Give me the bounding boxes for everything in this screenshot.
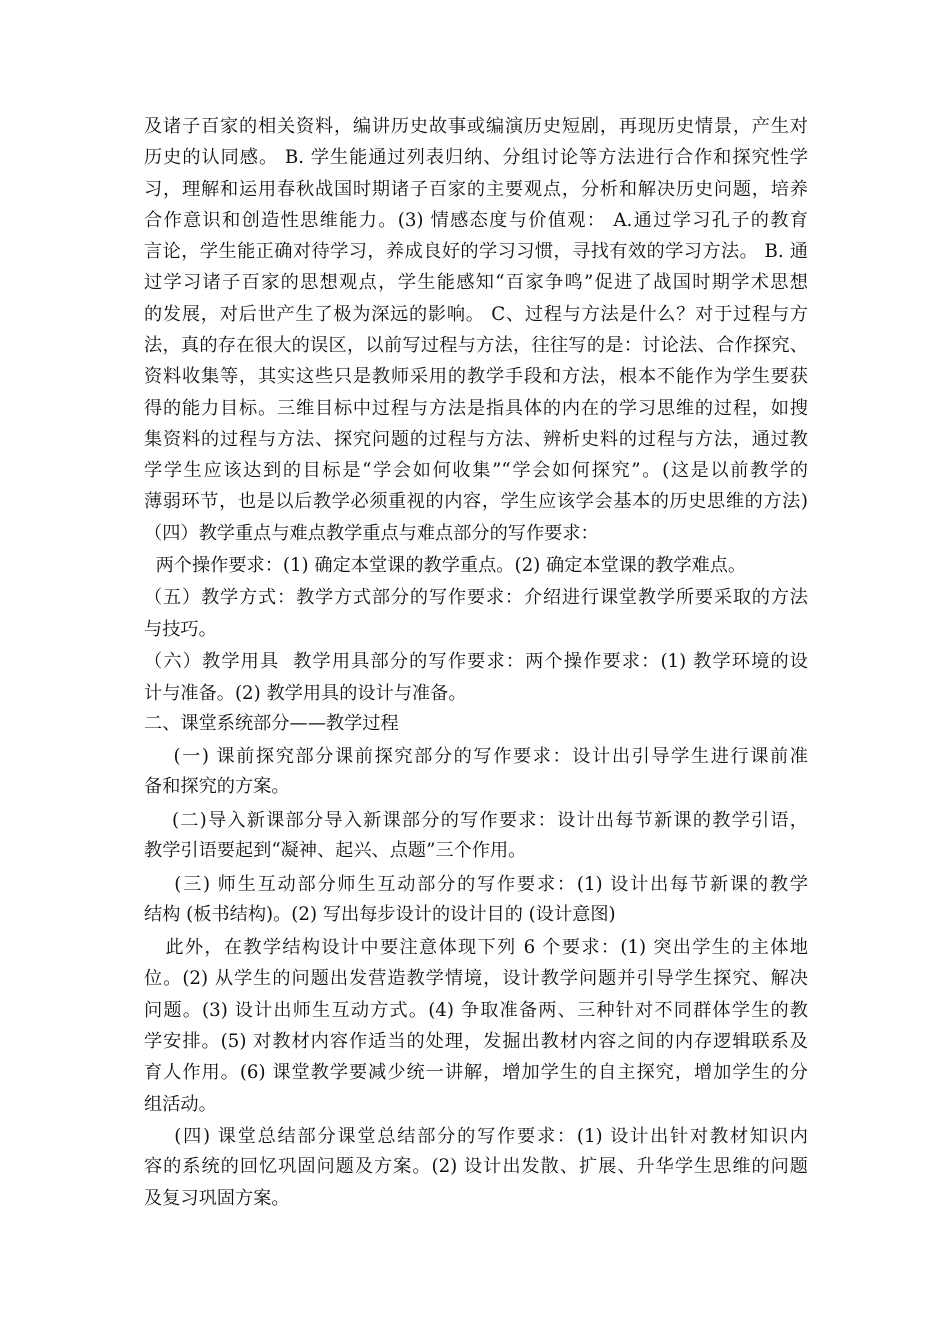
text-line: (一) 课前探究部分课前探究部分的写作要求：设计出引导学生进行课前准: [144, 746, 808, 767]
text-line: 育人作用。(6) 课堂教学要减少统一讲解，增加学生的自主探究，增加学生的分: [144, 1062, 808, 1083]
text-line: 组活动。: [144, 1094, 217, 1115]
text-line: (三) 师生互动部分师生互动部分的写作要求：(1) 设计出每节新课的教学: [144, 874, 808, 895]
text-line: 合作意识和创造性思维能力。(3) 情感态度与价值观： A.通过学习孔子的教育: [144, 210, 808, 231]
text-line: 资料收集等，其实这些只是教师采用的教学手段和方法，根本不能作为学生要获: [144, 366, 808, 387]
text-line: 计与准备。(2) 教学用具的设计与准备。: [144, 683, 467, 704]
text-line: 言论，学生能正确对待学习，养成良好的学习习惯，寻找有效的学习方法。 B. 通: [144, 241, 808, 262]
text-line: 法，真的存在很大的误区，以前写过程与方法，往往写的是：讨论法、合作探究、: [144, 335, 808, 356]
section-heading: （六）教学用具 教学用具部分的写作要求：两个操作要求：(1) 教学环境的设: [144, 651, 808, 672]
section-heading: 二、课堂系统部分——教学过程: [144, 713, 399, 734]
text-line: 此外，在教学结构设计中要注意体现下列 6 个要求：(1) 突出学生的主体地: [144, 937, 808, 958]
section-heading: （四）教学重点与难点教学重点与难点部分的写作要求：: [144, 523, 599, 544]
text-line: 及诸子百家的相关资料，编讲历史故事或编演历史短剧，再现历史情景，产生对: [144, 116, 808, 137]
text-line: 两个操作要求：(1) 确定本堂课的教学重点。(2) 确定本堂课的教学难点。: [144, 555, 747, 576]
text-line: 集资料的过程与方法、探究问题的过程与方法、辨析史料的过程与方法，通过教: [144, 429, 808, 450]
text-line: 教学引语要起到“凝神、起兴、点题”三个作用。: [144, 840, 527, 861]
text-line: 得的能力目标。三维目标中过程与方法是指具体的内在的学习思维的过程，如搜: [144, 398, 808, 419]
text-line: 的发展，对后世产生了极为深远的影响。 C、过程与方法是什么？对于过程与方: [144, 304, 808, 325]
text-line: 备和探究的方案。: [144, 776, 290, 797]
text-line: 容的系统的回忆巩固问题及方案。(2) 设计出发散、扩展、升华学生思维的问题: [144, 1156, 808, 1177]
text-line: 结构 (板书结构)。(2) 写出每步设计的设计目的 (设计意图): [144, 904, 616, 925]
text-line: 与技巧。: [144, 619, 217, 640]
text-line: 及复习巩固方案。: [144, 1188, 290, 1209]
text-line: 过学习诸子百家的思想观点，学生能感知“百家争鸣”促进了战国时期学术思想: [144, 272, 808, 293]
text-line: 位。(2) 从学生的问题出发营造教学情境，设计教学问题并引导学生探究、解决: [144, 968, 808, 989]
text-line: 问题。(3) 设计出师生互动方式。(4) 争取准备两、三种针对不同群体学生的教: [144, 1000, 808, 1021]
text-line: (二)导入新课部分导入新课部分的写作要求：设计出每节新课的教学引语，: [144, 810, 808, 831]
text-line: 历史的认同感。 B. 学生能通过列表归纳、分组讨论等方法进行合作和探究性学: [144, 147, 808, 168]
section-heading: （五）教学方式：教学方式部分的写作要求：介绍进行课堂教学所要采取的方法: [144, 587, 808, 608]
text-line: (四) 课堂总结部分课堂总结部分的写作要求：(1) 设计出针对教材知识内: [144, 1126, 808, 1147]
text-line: 学学生应该达到的目标是“学会如何收集”“学会如何探究”。(这是以前教学的: [144, 460, 808, 481]
text-line: 薄弱环节，也是以后教学必须重视的内容，学生应该学会基本的历史思维的方法): [144, 491, 808, 512]
text-line: 习，理解和运用春秋战国时期诸子百家的主要观点，分析和解决历史问题，培养: [144, 179, 808, 200]
text-line: 学安排。(5) 对教材内容作适当的处理，发掘出教材内容之间的内存逻辑联系及: [144, 1031, 808, 1052]
